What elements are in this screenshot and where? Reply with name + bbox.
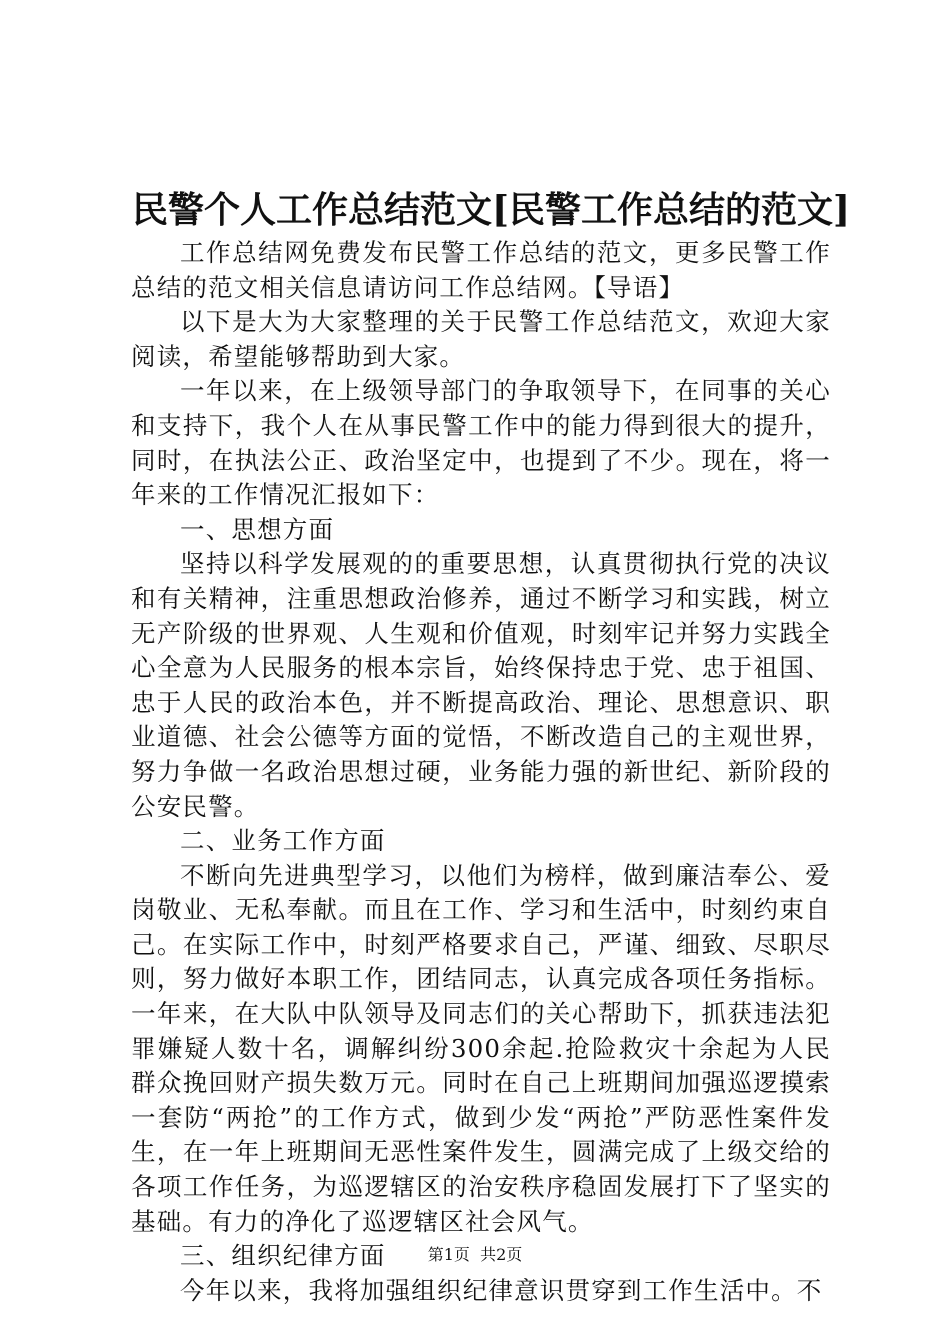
paragraph-intro: 工作总结网免费发布民警工作总结的范文，更多民警工作总结的范文相关信息请访问工作总结网。【导语】 [131,238,831,302]
paragraph-discipline: 今年以来，我将加强组织纪律意识贯穿到工作生活中。不 [180,1275,823,1305]
paragraph-thought: 坚持以科学发展观的的重要思想，认真贯彻执行党的决议和有关精神，注重思想政治修养，通过不断学习和实践，树立无产阶级的世界观、人生观和价值观，时刻牢记并努力实践全心全意为人民服务的根本宗旨，始终保持忠于党、忠于祖国、忠于人民的政治本色，并不断提高政治、理论、思想意识、职业道德、社会公德等方面的觉悟，不断改造自己的主观世界，努力争做一名政治思想过硬，业务能力强的新世纪、新阶段的公安民警。 [131,549,831,821]
section-heading-business: 二、业务工作方面 [180,826,386,856]
paragraph-overview: 一年以来，在上级领导部门的争取领导下，在同事的关心和支持下，我个人在从事民警工作中的能力得到很大的提升，同时，在执法公正、政治坚定中，也提到了不少。现在，将一年来的工作情况汇报如下： [131,376,831,510]
paragraph-business: 不断向先进典型学习，以他们为榜样，做到廉洁奉公、爱岗敬业、无私奉献。而且在工作、学习和生活中，时刻约束自己。在实际工作中，时刻严格要求自己，严谨、细致、尽职尽则，努力做好本职工作，团结同志，认真完成各项任务指标。一年来，在大队中队领导及同志们的关心帮助下，抓获违法犯罪嫌疑人数十名，调解纠纷300余起.抢险救灾十余起为人民群众挽回财产损失数万元。同时在自己上班期间加强巡逻摸索一套防“两抢”的工作方式，做到少发“两抢”严防恶性案件发生，在一年上班期间无恶性案件发生，圆满完成了上级交给的各项工作任务，为巡逻辖区的治安秩序稳固发展打下了坚实的基础。有力的净化了巡逻辖区社会风气。 [131,860,831,1236]
page-number-footer: 第1页 共2页 [427,1245,523,1264]
document-title: 民警个人工作总结范文[民警工作总结的范文] [132,189,851,231]
section-heading-thought: 一、思想方面 [180,514,335,544]
section-heading-discipline: 三、组织纪律方面 [180,1241,386,1271]
document-body [131,236,831,1308]
paragraph-lead: 以下是大为大家整理的关于民警工作总结范文，欢迎大家阅读，希望能够帮助到大家。 [131,307,831,371]
